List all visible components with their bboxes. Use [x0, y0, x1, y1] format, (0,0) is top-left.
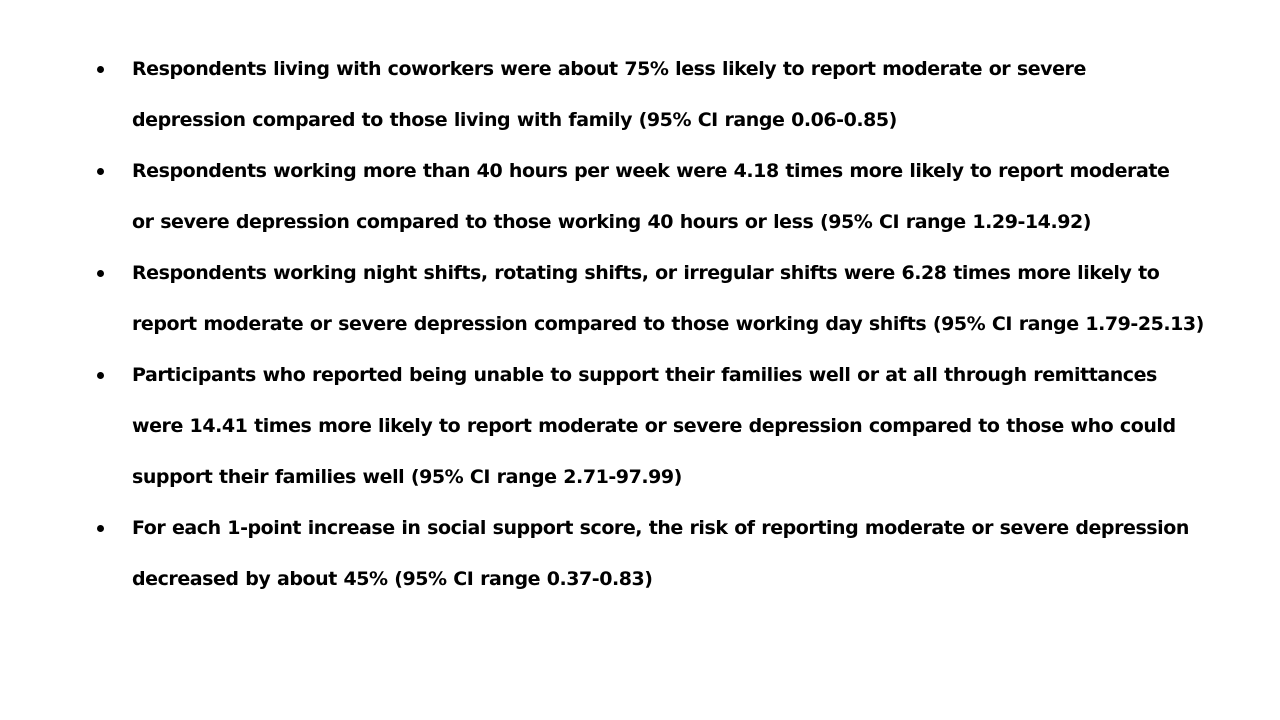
bullet-dot-icon [97, 372, 104, 379]
bullet-text-line: For each 1-point increase in social support score, the risk of reporting moderate or severe depression [132, 517, 1189, 539]
bullet-text-line: report moderate or severe depression compared to those working day shifts (95% CI range 1.79-25.13) [132, 313, 1204, 335]
bullet-item-social-support [0, 503, 1212, 605]
findings-bullet-list [0, 44, 1280, 605]
bullet-item-living-with-coworkers [0, 44, 1212, 146]
bullet-text-line: depression compared to those living with family (95% CI range 0.06-0.85) [132, 109, 897, 131]
bullet-text-line: were 14.41 times more likely to report moderate or severe depression compared to those who could [132, 415, 1176, 437]
bullet-item-working-hours [0, 146, 1212, 248]
bullet-item-remittances [0, 350, 1212, 503]
bullet-text-line: support their families well (95% CI range 2.71-97.99) [132, 466, 682, 488]
bullet-dot-icon [97, 525, 104, 532]
bullet-text-line: or severe depression compared to those working 40 hours or less (95% CI range 1.29-14.92) [132, 211, 1091, 233]
bullet-text-line: Respondents living with coworkers were about 75% less likely to report moderate or severe [132, 58, 1086, 80]
bullet-text-line: Respondents working night shifts, rotating shifts, or irregular shifts were 6.28 times more likely to [132, 262, 1160, 284]
bullet-text-line: Respondents working more than 40 hours per week were 4.18 times more likely to report moderate [132, 160, 1170, 182]
bullet-dot-icon [97, 168, 104, 175]
bullet-item-shift-work [0, 248, 1212, 350]
bullet-dot-icon [97, 66, 104, 73]
bullet-dot-icon [97, 270, 104, 277]
bullet-text-line: Participants who reported being unable to support their families well or at all through remittances [132, 364, 1157, 386]
bullet-text-line: decreased by about 45% (95% CI range 0.37-0.83) [132, 568, 653, 590]
